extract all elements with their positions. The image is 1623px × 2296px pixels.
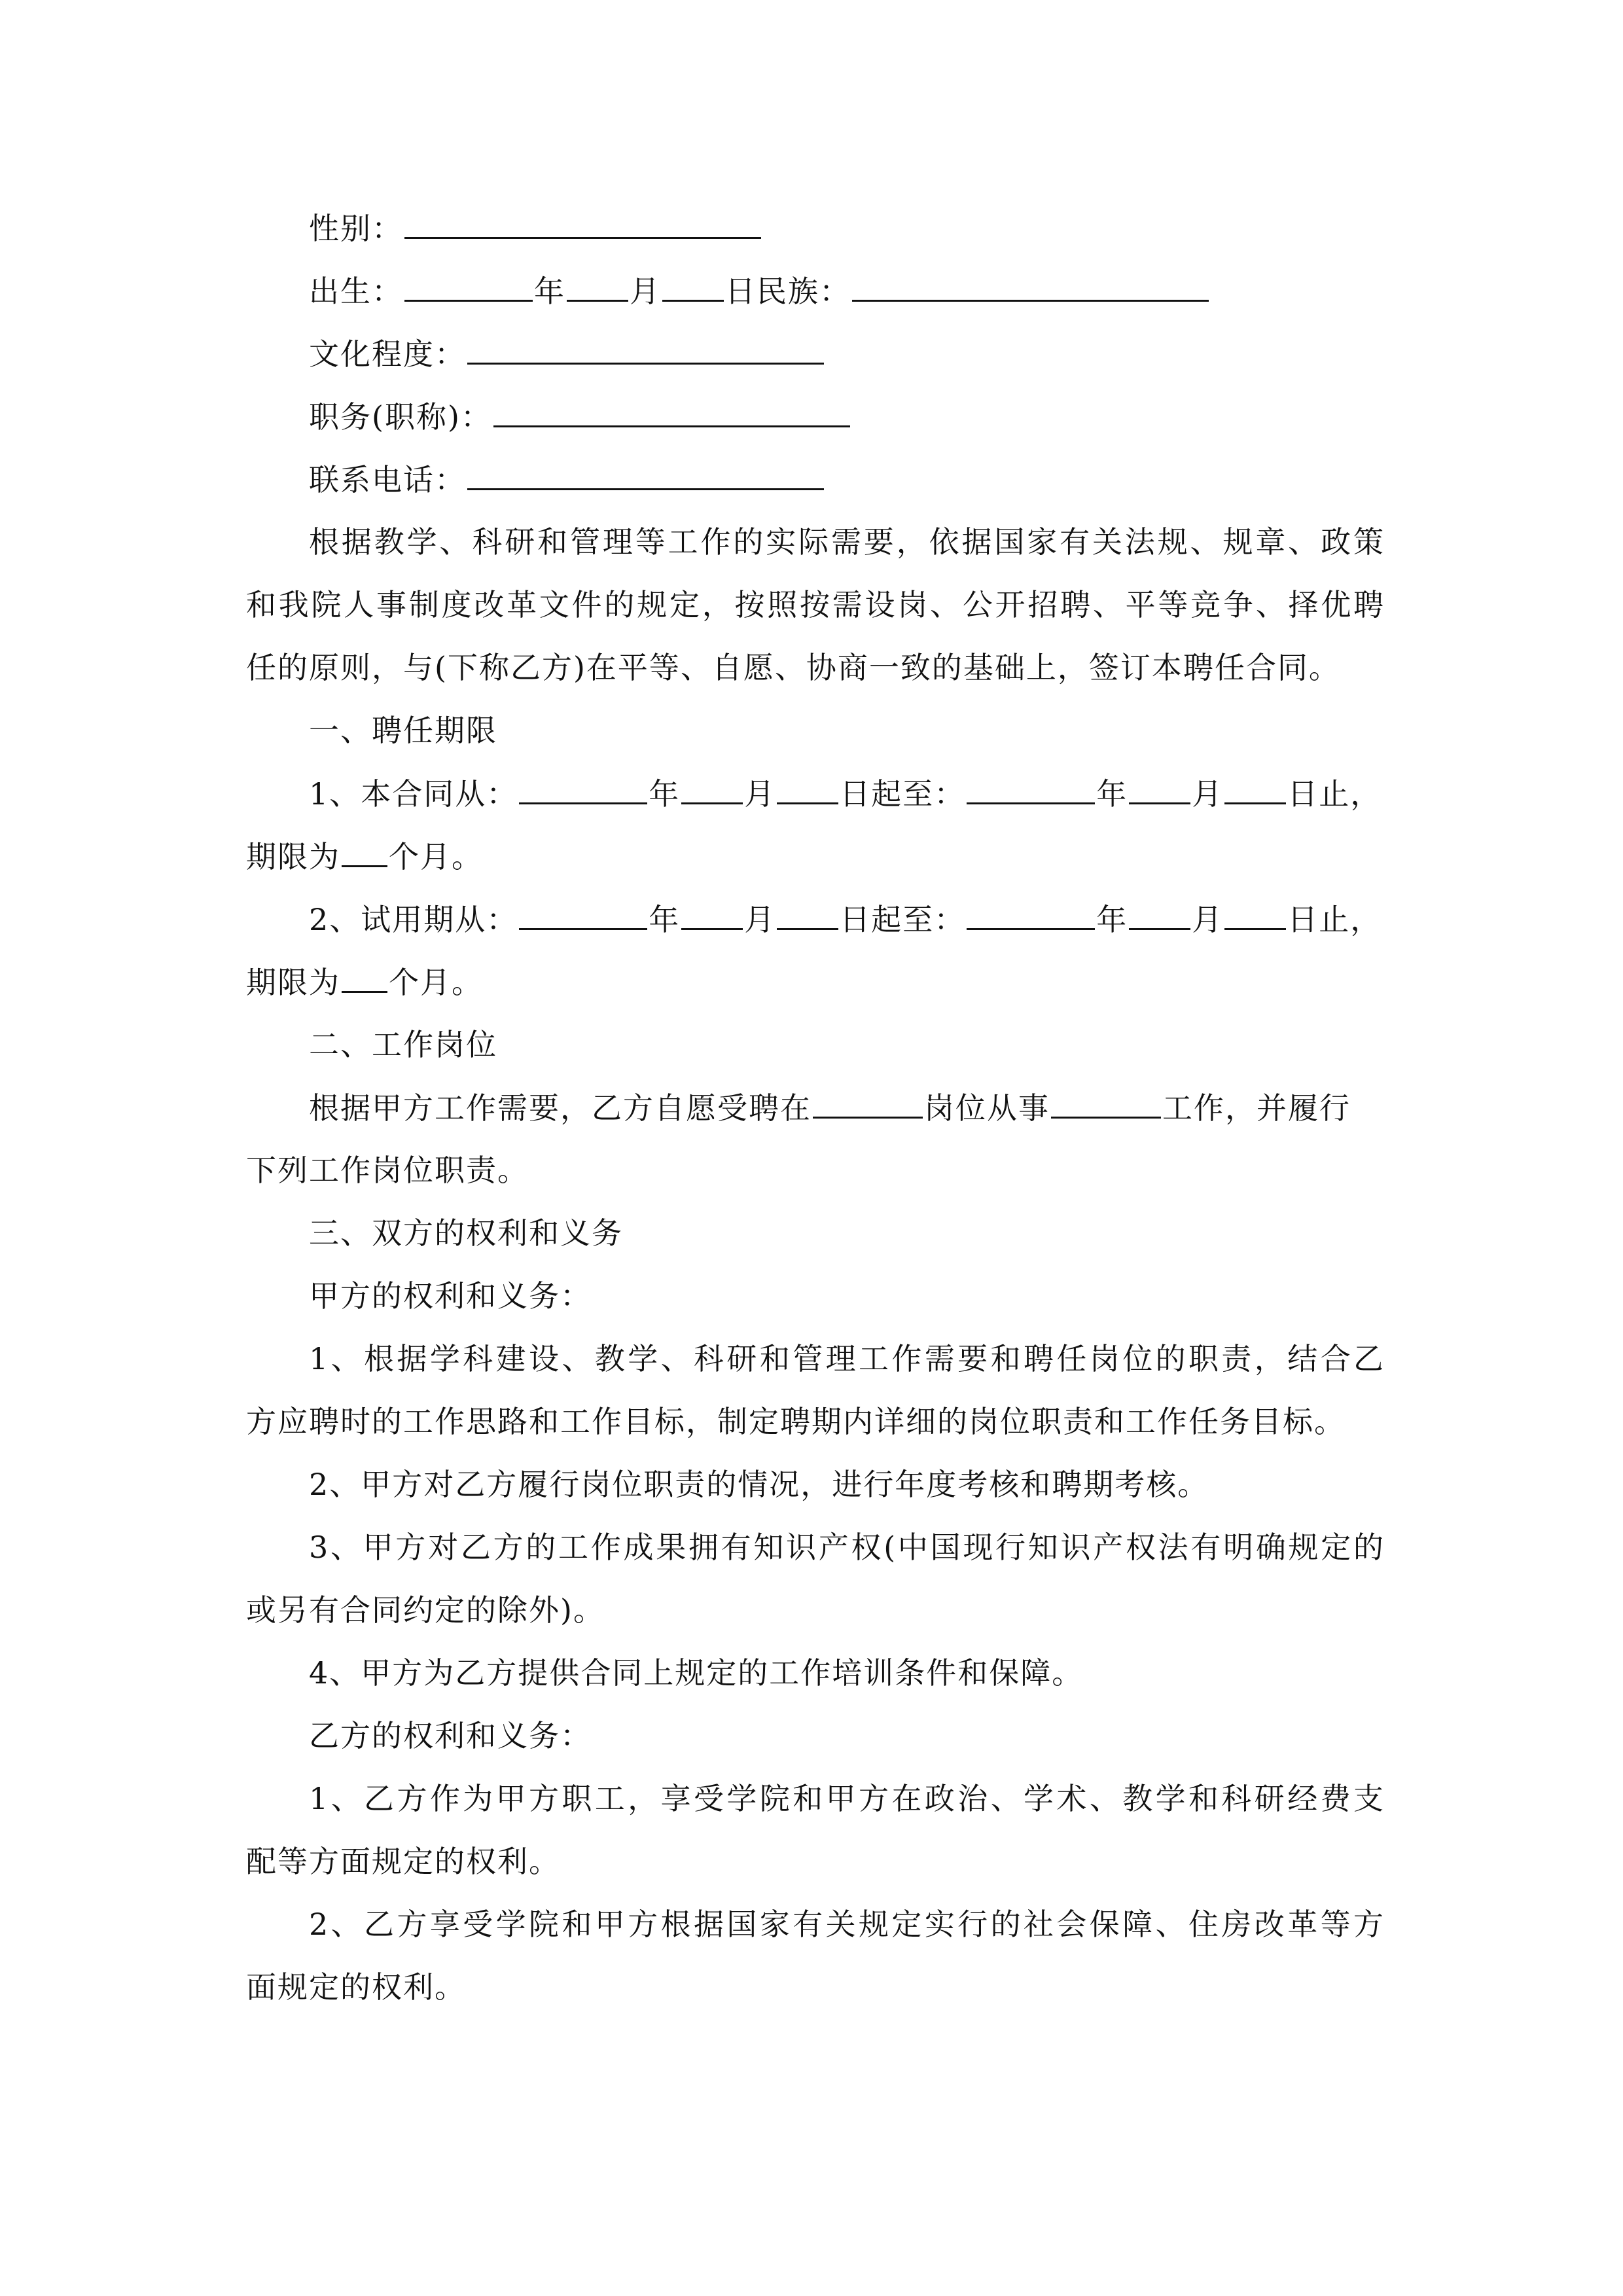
- birth-day-blank[interactable]: [662, 271, 724, 302]
- work-blank[interactable]: [1051, 1088, 1161, 1119]
- contract-months-blank[interactable]: [342, 836, 387, 867]
- duration-prefix: 期限为: [246, 965, 340, 1000]
- year-text: 年: [1096, 776, 1128, 812]
- year-text: 年: [1096, 902, 1128, 937]
- probation-start-day-blank[interactable]: [777, 899, 838, 930]
- education-label: 文化程度：: [309, 336, 466, 372]
- phone-row: [309, 459, 1448, 499]
- party-a-item-4: 4、甲方为乙方提供合同上规定的工作培训条件和保障。: [309, 1655, 1084, 1691]
- education-blank[interactable]: [467, 334, 824, 365]
- year-text: 年: [649, 902, 681, 937]
- party-b-item-2-line-2: 面规定的权利。: [246, 1969, 466, 2005]
- title-row: [309, 397, 1448, 436]
- month-text: 月: [744, 902, 776, 937]
- duration-suffix: 个月。: [389, 965, 483, 1000]
- end-month-blank[interactable]: [1129, 774, 1190, 804]
- contract-duration-row: [246, 836, 1385, 876]
- birth-month-blank[interactable]: [567, 271, 628, 302]
- party-b-item-1-line-1: 1、乙方作为甲方职工，享受学院和甲方在政治、学术、教学和科研经费支: [309, 1781, 1385, 1816]
- probation-term-row: [309, 899, 1448, 939]
- phone-label: 联系电话：: [309, 462, 466, 497]
- section2-heading: 二、工作岗位: [309, 1027, 497, 1062]
- birth-label: 出生：: [309, 274, 403, 309]
- probation-end-year-blank[interactable]: [967, 899, 1095, 930]
- party-b-item-2-line-1: 2、乙方享受学院和甲方根据国家有关规定实行的社会保障、住房改革等方: [309, 1907, 1385, 1942]
- title-blank[interactable]: [493, 397, 850, 427]
- month-text: 月: [1192, 902, 1224, 937]
- start-day-blank[interactable]: [777, 774, 838, 804]
- gender-blank[interactable]: [404, 208, 761, 239]
- day-to-text: 日止，: [1287, 902, 1382, 937]
- birth-row: [309, 271, 1448, 310]
- title-label: 职务(职称)：: [309, 399, 492, 435]
- position-blank[interactable]: [813, 1088, 923, 1119]
- contract-term-row: [309, 774, 1448, 813]
- section1-heading: 一、聘任期限: [309, 713, 497, 748]
- day-from-text: 日起至：: [840, 902, 966, 937]
- party-a-item-1-line-2: 方应聘时的工作思路和工作目标，制定聘期内详细的岗位职责和工作任务目标。: [246, 1404, 1346, 1439]
- education-row: [309, 334, 1448, 373]
- birth-year-blank[interactable]: [404, 271, 533, 302]
- party-a-item-1-line-1: 1、根据学科建设、教学、科研和管理工作需要和聘任岗位的职责，结合乙: [309, 1341, 1385, 1376]
- probation-end-month-blank[interactable]: [1129, 899, 1190, 930]
- probation-duration-row: [246, 962, 1385, 1001]
- party-a-item-2: 2、甲方对乙方履行岗位职责的情况，进行年度考核和聘期考核。: [309, 1467, 1209, 1502]
- gender-row: [309, 208, 1448, 247]
- start-month-blank[interactable]: [681, 774, 743, 804]
- party-b-heading: 乙方的权利和义务：: [309, 1718, 592, 1753]
- party-a-heading: 甲方的权利和义务：: [309, 1278, 592, 1314]
- position-text-c: 工作，并履行: [1162, 1090, 1351, 1126]
- day-from-text: 日起至：: [840, 776, 966, 812]
- probation-end-day-blank[interactable]: [1224, 899, 1286, 930]
- position-row: [309, 1088, 1448, 1127]
- party-a-item-3-line-2: 或另有合同约定的除外)。: [246, 1592, 605, 1628]
- month-text: 月: [744, 776, 776, 812]
- day-ethnicity-label: 日民族：: [725, 274, 851, 309]
- start-year-blank[interactable]: [519, 774, 647, 804]
- end-year-blank[interactable]: [967, 774, 1095, 804]
- intro-line-2: 和我院人事制度改革文件的规定，按照按需设岗、公开招聘、平等竞争、择优聘: [246, 587, 1385, 622]
- duration-suffix: 个月。: [389, 839, 483, 874]
- intro-line-1: 根据教学、科研和管理等工作的实际需要，依据国家有关法规、规章、政策: [309, 524, 1385, 560]
- ethnicity-blank[interactable]: [852, 271, 1209, 302]
- end-day-blank[interactable]: [1224, 774, 1286, 804]
- position-text-a: 根据甲方工作需要，乙方自愿受聘在: [309, 1090, 812, 1126]
- year-text: 年: [649, 776, 681, 812]
- probation-start-year-blank[interactable]: [519, 899, 647, 930]
- probation-term-label: 2、试用期从：: [309, 902, 518, 937]
- probation-start-month-blank[interactable]: [681, 899, 743, 930]
- position-text-b: 岗位从事: [924, 1090, 1050, 1126]
- year-text: 年: [534, 274, 565, 309]
- probation-months-blank[interactable]: [342, 962, 387, 993]
- position-line-2: 下列工作岗位职责。: [246, 1153, 529, 1188]
- party-b-item-1-line-2: 配等方面规定的权利。: [246, 1844, 560, 1879]
- phone-blank[interactable]: [467, 459, 824, 490]
- party-a-item-3-line-1: 3、甲方对乙方的工作成果拥有知识产权(中国现行知识产权法有明确规定的: [309, 1530, 1385, 1565]
- day-to-text: 日止，: [1287, 776, 1382, 812]
- section3-heading: 三、双方的权利和义务: [309, 1215, 623, 1251]
- duration-prefix: 期限为: [246, 839, 340, 874]
- month-text: 月: [1192, 776, 1224, 812]
- contract-term-label: 1、本合同从：: [309, 776, 518, 812]
- gender-label: 性别：: [309, 211, 403, 246]
- intro-line-3: 任的原则，与(下称乙方)在平等、自愿、协商一致的基础上，签订本聘任合同。: [246, 650, 1340, 685]
- month-text: 月: [630, 274, 661, 309]
